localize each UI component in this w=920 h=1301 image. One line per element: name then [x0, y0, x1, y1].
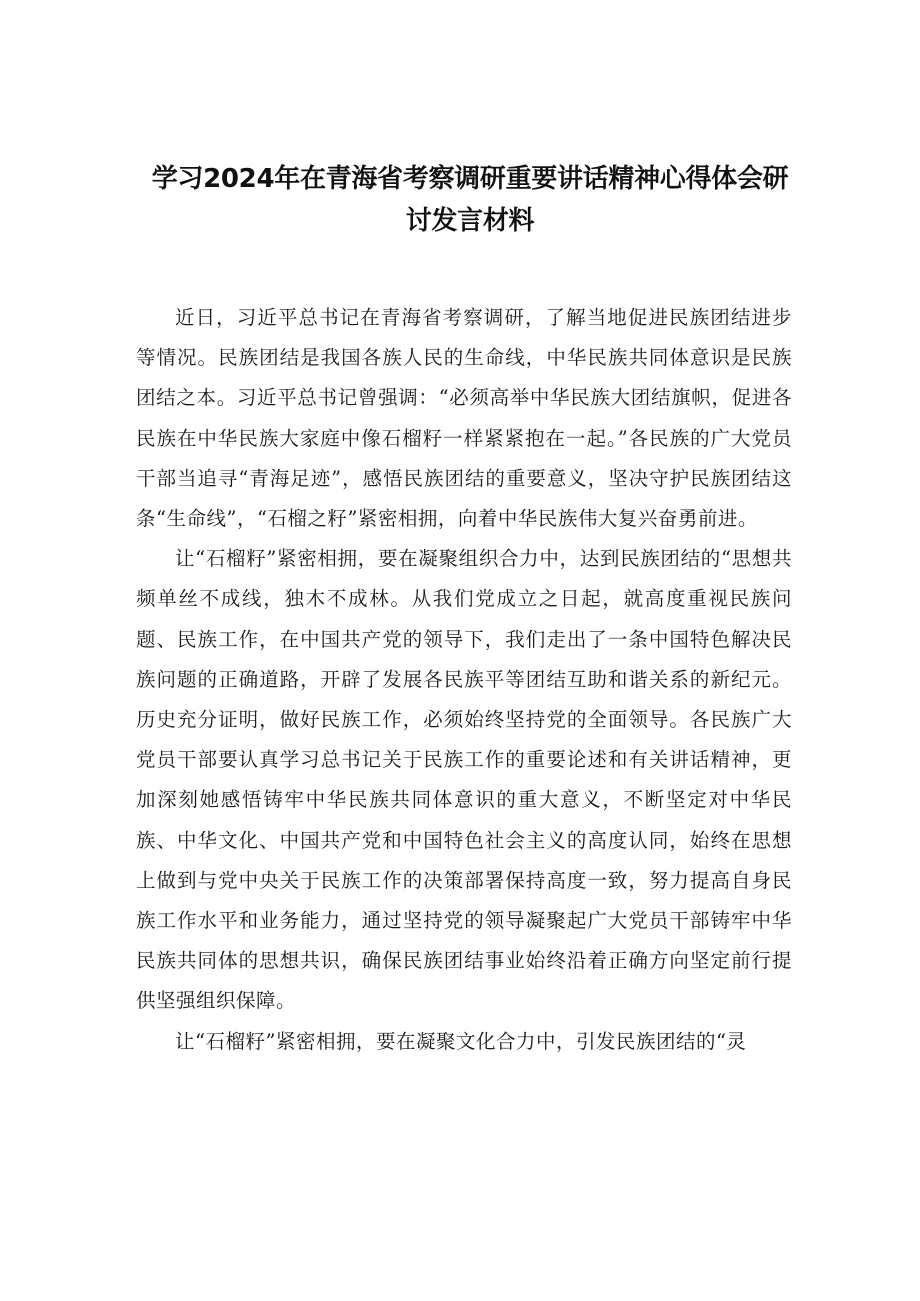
paragraph-2: 让“石榴籽”紧密相拥，要在凝聚组织合力中，达到民族团结的“思想共频单丝不成线，独木不成林。从我们党成立之日起，就高度重视民族问题、民族工作，在中国共产党的领导下，我们走出了一条中国特色解决民族问题的正确道路，开辟了发展各民族平等团结互助和谐关系的新纪元。历史充分证明，做好民族工作，必须始终坚持党的全面领导。各民族广大党员干部要认真学习总书记关于民族工作的重要论述和有关讲话精神，更加深刻她感悟铸牢中华民族共同体意识的重大意义，不断坚定对中华民族、中华文化、中国共产党和中国特色社会主义的高度认同，始终在思想上做到与党中央关于民族工作的决策部署保持高度一致，努力提高自身民族工作水平和业务能力，通过坚持党的领导凝聚起广大党员干部铸牢中华民族共同体的思想共识，确保民族团结事业始终沿着正确方向坚定前行提供坚强组织保障。: [136, 547, 792, 1013]
document-title: 学习2024年在青海省考察调研重要讲话精神心得体会研讨发言材料: [151, 164, 789, 236]
paragraph-3: 让“石榴籽”紧密相拥，要在凝聚文化合力中，引发民族团结的“灵: [175, 1029, 747, 1053]
paragraph-1: 近日，习近平总书记在青海省考察调研，了解当地促进民族团结进步等情况。民族团结是我国各族人民的生命线，中华民族共同体意识是民族团结之本。习近平总书记曾强调：“必须高举中华民族大团结旗帜，促进各民族在中华民族大家庭中像石榴籽一样紧紧抱在一起。”各民族的广大党员干部当追寻“青海足迹”，感悟民族团结的重要意义，坚决守护民族团结这条“生命线”，“石榴之籽”紧密相拥，向着中华民族伟大复兴奋勇前进。: [136, 306, 792, 531]
document-body: [136, 298, 792, 1062]
